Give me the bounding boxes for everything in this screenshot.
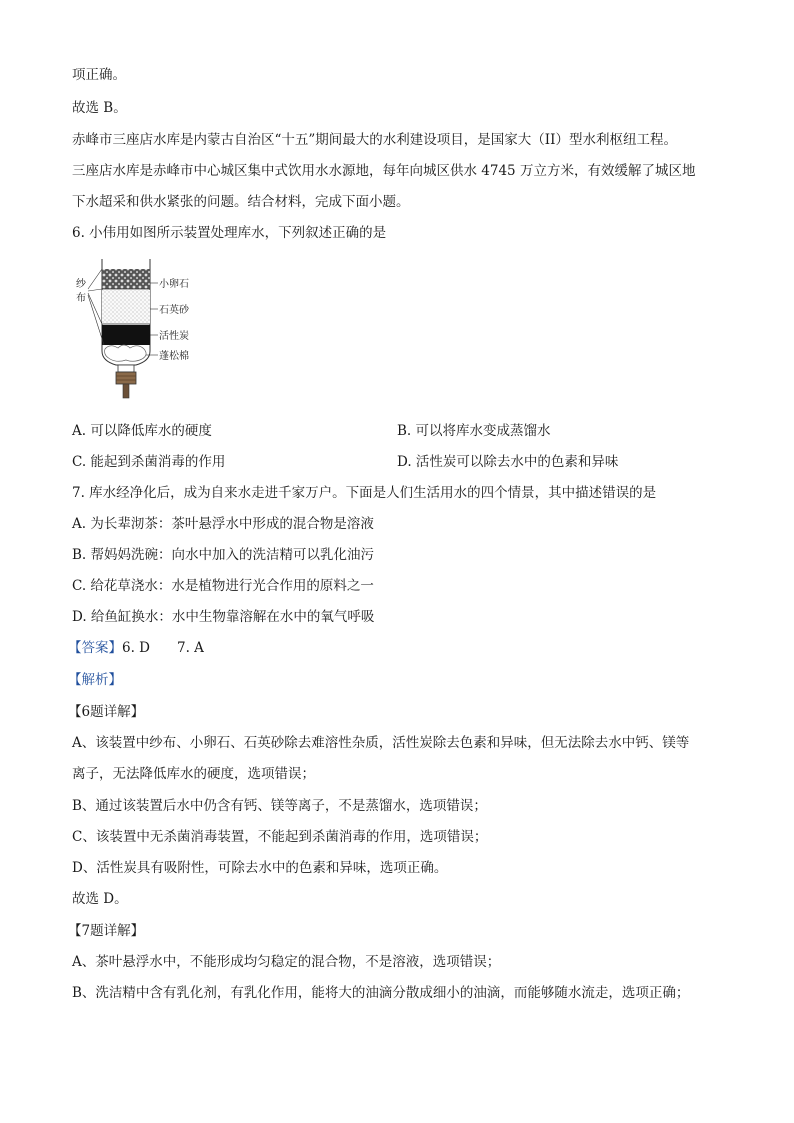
question-7-stem: 7. 库水经净化后，成为自来水走进千家万户。下面是人们生活用水的四个情景，其中描述错误的是 bbox=[72, 485, 657, 501]
quartz-sand-layer bbox=[102, 290, 150, 324]
q7-option-c: C. 给花草浇水：水是植物进行光合作用的原料之一 bbox=[72, 578, 374, 594]
analysis-line: 离子，无法降低库水的硬度，选项错误； bbox=[72, 766, 315, 782]
analysis-tag: 【解析】 bbox=[68, 672, 122, 688]
q7-option-d: D. 给鱼缸换水：水中生物靠溶解在水中的氧气呼吸 bbox=[72, 609, 375, 625]
pebble-layer bbox=[102, 269, 150, 289]
activated-carbon-layer bbox=[102, 325, 150, 345]
passage-line: 下水超采和供水紧张的问题。结合材料，完成下面小题。 bbox=[72, 194, 410, 210]
answer-tag: 【答案】 bbox=[68, 640, 122, 656]
label-pebble: 小卵石 bbox=[159, 279, 189, 290]
analysis-line: D、活性炭具有吸附性，可除去水中的色素和异味，选项正确。 bbox=[72, 860, 448, 876]
stopper bbox=[118, 365, 134, 372]
label-gauze-2: 布 bbox=[76, 293, 86, 304]
analysis-line: C、该装置中无杀菌消毒装置，不能起到杀菌消毒的作用，选项错误； bbox=[72, 829, 488, 845]
q7-detail-heading: 【7题详解】 bbox=[68, 923, 145, 939]
analysis-line: B、通过该装置后水中仍含有钙、镁等离子，不是蒸馏水，选项错误； bbox=[72, 798, 487, 814]
analysis-conclusion: 故选 D。 bbox=[72, 891, 128, 907]
passage-line: 赤峰市三座店水库是内蒙古自治区“十五”期间最大的水利建设项目，是国家大（II）型水利枢纽工程。 bbox=[72, 132, 677, 148]
answer-line bbox=[68, 639, 204, 657]
answer-text: 6. D 7. A bbox=[122, 640, 204, 656]
label-cotton: 蓬松棉 bbox=[159, 351, 189, 362]
q6-option-d: D. 活性炭可以除去水中的色素和异味 bbox=[397, 454, 619, 470]
analysis-line: A、茶叶悬浮水中，不能形成均匀稳定的混合物，不是溶液，选项错误； bbox=[72, 954, 501, 970]
q7-option-a: A. 为长辈沏茶：茶叶悬浮水中形成的混合物是溶液 bbox=[72, 516, 374, 532]
q6-option-a: A. 可以降低库水的硬度 bbox=[72, 423, 212, 439]
q6-option-b: B. 可以将库水变成蒸馏水 bbox=[397, 423, 551, 439]
label-carbon: 活性炭 bbox=[159, 331, 189, 342]
label-gauze-1: 纱 bbox=[76, 279, 86, 290]
analysis-line: B、洗洁精中含有乳化剂，有乳化作用，能将大的油滴分散成细小的油滴，而能够随水流走，选项正确； bbox=[72, 985, 690, 1001]
q6-detail-heading: 【6题详解】 bbox=[68, 704, 145, 720]
passage-line: 三座店水库是赤峰市中心城区集中式饮用水水源地，每年向城区供水 4745 万立方米，有效缓解了城区地 bbox=[72, 163, 696, 179]
label-quartz: 石英砂 bbox=[159, 305, 189, 316]
water-filter-figure bbox=[72, 255, 212, 405]
cotton-layer bbox=[105, 345, 147, 361]
text-line: 故选 B。 bbox=[72, 100, 127, 116]
q7-option-b: B. 帮妈妈洗碗：向水中加入的洗洁精可以乳化油污 bbox=[72, 547, 375, 563]
q6-option-c: C. 能起到杀菌消毒的作用 bbox=[72, 454, 226, 470]
question-6-stem: 6. 小伟用如图所示装置处理库水，下列叙述正确的是 bbox=[72, 225, 387, 241]
analysis-line: A、该装置中纱布、小卵石、石英砂除去难溶性杂质，活性炭除去色素和异味，但无法除去水中钙、镁等 bbox=[72, 735, 690, 751]
text-line: 项正确。 bbox=[72, 67, 126, 83]
